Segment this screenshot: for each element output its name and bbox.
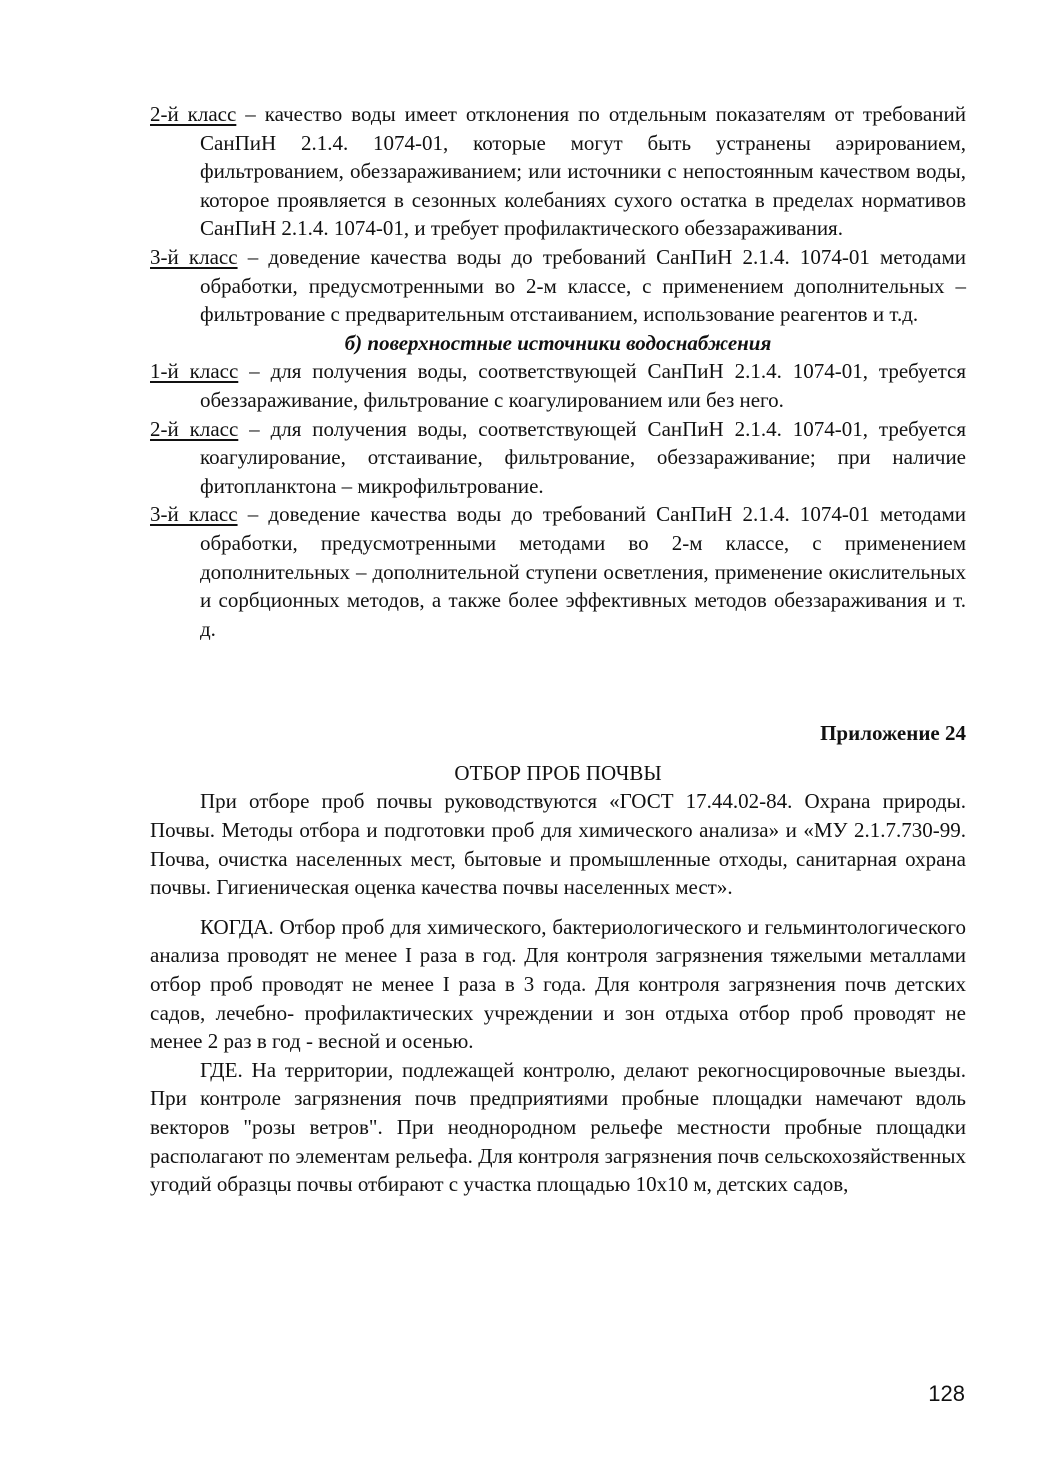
water-class-item bbox=[150, 357, 966, 414]
class-label: 2-й класс bbox=[150, 102, 237, 126]
class-description: – для получения воды, соответствующей СанПиН 2.1.4. 1074-01, требуется обеззараживание, фильтрование с коагулированием или без него. bbox=[200, 359, 966, 412]
water-class-item bbox=[150, 500, 966, 643]
water-class-item bbox=[150, 415, 966, 501]
class-label: 2-й класс bbox=[150, 416, 239, 441]
appendix-label: Приложение 24 bbox=[820, 721, 966, 746]
class-label: 3-й класс bbox=[150, 244, 238, 269]
water-class-item bbox=[150, 100, 966, 243]
class-description: – для получения воды, соответствующей СанПиН 2.1.4. 1074-01, требуется коагулирование, отстаивание, фильтрование, обеззараживание; при наличие фитопланктона – микрофильтрование. bbox=[200, 416, 966, 498]
body-paragraph: ГДЕ. На территории, подлежащей контролю, делают рекогносцировочные выезды. При контроле загрязнения почв предприятиями пробные площадки намечают вдоль векторов "розы ветров". При неоднородном рельефе местности пробные площадки располагают по элементам рельефа. Для контроля загрязнения почв сельскохозяйственных угодий образцы почвы отбирают с участка площадью 10х10 м, детских садов, bbox=[150, 1057, 966, 1197]
section-title: ОТБОР ПРОБ ПОЧВЫ bbox=[454, 760, 662, 785]
class-description: – доведение качества воды до требований СанПиН 2.1.4. 1074-01 методами обработки, предусмотренными во 2-м классе, с применением дополнительных – фильтрование с предварительным отстаиванием, использование реагентов и т.д. bbox=[200, 244, 966, 327]
class-description: – качество воды имеет отклонения по отдельным показателям от требований СанПиН 2.1.4. 1074-01, которые могут быть устранены аэрированием, фильтрованием, обеззараживанием; или источники с непостоянным качеством воды, которое проявляется в сезонных колебаниях сухого остатка в пределах нормативов СанПиН 2.1.4. 1074-01, и требует профилактического обеззараживания. bbox=[200, 102, 966, 241]
class-description: – доведение качества воды до требований СанПиН 2.1.4. 1074-01 методами обработки, предусмотренными методами во 2-м классе, с применением дополнительных – дополнительной ступени осветления, применение окислительных и сорбционных методов, а также более эффективных методов обеззараживания и т. д. bbox=[200, 502, 966, 641]
class-label: 3-й класс bbox=[150, 502, 238, 527]
water-class-item bbox=[150, 243, 966, 329]
class-label: 1-й класс bbox=[150, 359, 239, 384]
surface-sources-heading: б) поверхностные источники водоснабжения bbox=[344, 330, 772, 355]
page-number: 128 bbox=[928, 1381, 965, 1406]
body-paragraph: При отборе проб почвы руководствуются «ГОСТ 17.44.02-84. Охрана природы. Почвы. Методы отбора и подготовки проб для химического анализа» и «МУ 2.1.7.730-99. Почва, очистка населенных мест, бытовые и промышленные отходы, санитарная охрана почвы. Гигиеническая оценка качества почвы населенных мест». bbox=[150, 789, 966, 900]
body-paragraph: КОГДА. Отбор проб для химического, бактериологического и гельминтологического анализа проводят не менее I раза в год. Для контроля загрязнения тяжелыми металлами отбор проб проводят не менее I раза в 3 года. Для контроля загрязнения почв детских садов, лечебно- профилактических учреждении и зон отдыха отбор проб проводят не менее 2 раз в год - весной и осенью. bbox=[150, 914, 966, 1054]
document-page bbox=[150, 100, 966, 1199]
